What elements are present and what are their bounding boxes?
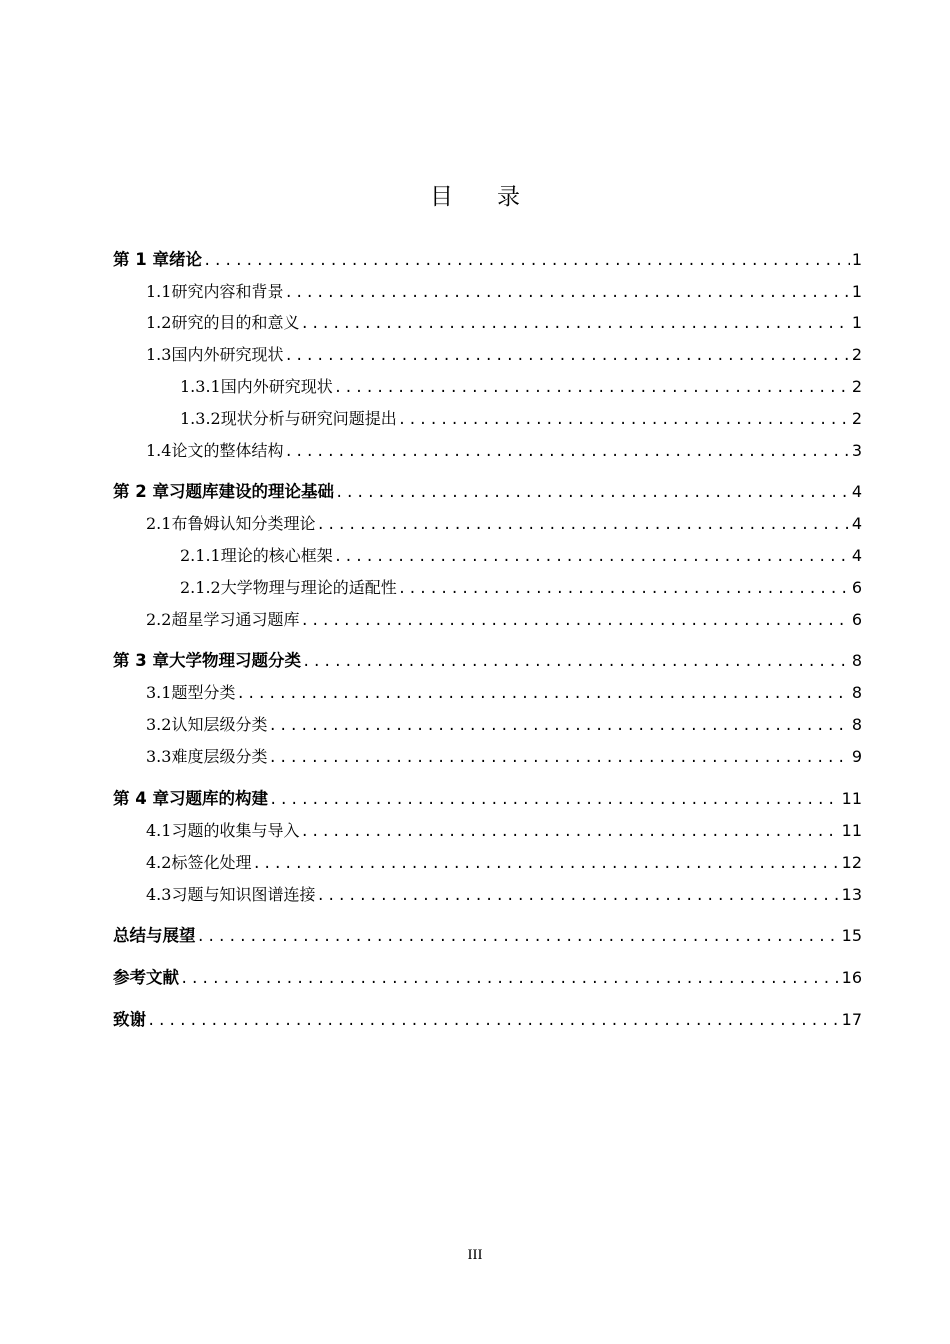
toc-title-char-2: 录 [497,184,520,210]
toc-entry[interactable] [146,280,862,304]
toc-entry[interactable] [146,608,862,632]
dot-leader [316,884,839,908]
toc-entry[interactable] [146,512,862,536]
toc-entry[interactable] [180,375,862,399]
dot-leader [398,577,850,601]
toc-entry-number: 3.1 [146,683,172,702]
toc-entry-page: 17 [841,1010,862,1029]
toc-entry-number: 3.3 [146,747,172,766]
toc-entry-page: 9 [851,747,862,766]
toc-entry[interactable] [146,883,862,907]
toc-entry-number: 2.1 [146,514,172,533]
dot-leader [398,408,850,432]
toc-entry[interactable] [180,407,862,431]
toc-entry-number: 4.2 [146,853,172,872]
toc-entry-label: 论文的整体结构 [171,441,284,460]
toc-entry-number: 1.3.1 [180,377,221,396]
dot-leader [335,481,850,505]
page-number-footer: III [467,1247,483,1263]
toc-entry-label: 超星学习通习题库 [171,610,300,629]
toc-entry[interactable] [113,480,862,504]
toc-entry-page: 1 [851,250,862,269]
toc-entry-label: 研究内容和背景 [171,282,284,301]
toc-entry[interactable] [113,649,862,673]
dot-leader [284,440,849,464]
dot-leader [269,788,840,812]
toc-entry-label: 国内外研究现状 [171,345,284,364]
toc-entry-label: 总结与展望 [113,926,196,945]
dot-leader [197,925,840,949]
dot-leader [236,682,849,706]
toc-entry-label: 参考文献 [113,968,179,987]
toc-entry-page: 2 [851,409,862,428]
toc-entry-label: 标签化处理 [171,853,252,872]
toc-entry-page: 2 [851,345,862,364]
toc-entry-label: 现状分析与研究问题提出 [220,409,397,428]
toc-entry-page: 8 [851,651,862,670]
toc-entry-page: 8 [851,715,862,734]
toc-entry-number: 第 2 章 [113,482,169,501]
toc-entry-label: 理论的核心框架 [220,546,333,565]
toc-entry-label: 习题库的构建 [168,789,268,808]
toc-entry[interactable] [146,819,862,843]
toc-entry-number: 2.2 [146,610,172,629]
toc-entry-number: 4.1 [146,821,172,840]
toc-entry-label: 习题的收集与导入 [171,821,300,840]
toc-entry[interactable] [146,713,862,737]
dot-leader [268,746,849,770]
toc-entry[interactable] [180,576,862,600]
toc-entry[interactable] [146,311,862,335]
toc-entry[interactable] [146,745,862,769]
toc-entry-page: 16 [841,968,862,987]
toc-entry[interactable] [146,439,862,463]
toc-title-char-1: 目 [430,184,453,210]
toc-title [0,178,950,211]
toc-entry-number: 4.3 [146,885,172,904]
toc-entry-label: 致谢 [113,1010,146,1029]
dot-leader [203,249,850,273]
toc-entry-page: 6 [851,610,862,629]
dot-leader [284,344,849,368]
dot-leader [334,545,850,569]
toc-entry-label: 认知层级分类 [171,715,268,734]
toc-entry-label: 大学物理习题分类 [168,651,301,670]
toc-entry-page: 4 [851,546,862,565]
toc-entry[interactable] [146,681,862,705]
toc-entry-page: 1 [851,282,862,301]
toc-entry[interactable] [113,924,862,948]
toc-entry-page: 2 [851,377,862,396]
dot-leader [180,967,840,991]
toc-entry-label: 大学物理与理论的适配性 [220,578,397,597]
toc-entry-page: 4 [851,482,862,501]
toc-entry-number: 第 3 章 [113,651,169,670]
toc-entry-page: 3 [851,441,862,460]
toc-entry[interactable] [113,1008,862,1032]
toc-entry-label: 国内外研究现状 [220,377,333,396]
toc-entry-page: 12 [841,853,862,872]
toc-entry-number: 2.1.2 [180,578,221,597]
dot-leader [284,281,849,305]
toc-entry-number: 3.2 [146,715,172,734]
toc-entry-page: 6 [851,578,862,597]
dot-leader [147,1009,840,1033]
toc-entry[interactable] [113,248,862,272]
toc-entry-page: 1 [851,313,862,332]
toc-entry[interactable] [113,787,862,811]
toc-entry-page: 13 [841,885,862,904]
toc-entry-page: 11 [841,821,862,840]
toc-entry-number: 第 1 章 [113,250,169,269]
toc-entry-label: 布鲁姆认知分类理论 [171,514,316,533]
toc-entry[interactable] [113,966,862,990]
toc-entry-number: 1.2 [146,313,172,332]
toc-entry-label: 研究的目的和意义 [171,313,300,332]
dot-leader [316,513,849,537]
toc-entry-label: 习题库建设的理论基础 [168,482,334,501]
toc-entry-page: 15 [841,926,862,945]
dot-leader [268,714,849,738]
toc-entry-number: 1.3.2 [180,409,221,428]
toc-entry[interactable] [146,343,862,367]
dot-leader [302,650,850,674]
dot-leader [334,376,850,400]
toc-entry[interactable] [180,544,862,568]
toc-entry[interactable] [146,851,862,875]
toc-entry-page: 4 [851,514,862,533]
dot-leader [300,609,849,633]
toc-entry-number: 2.1.1 [180,546,221,565]
dot-leader [300,820,839,844]
toc-entry-label: 难度层级分类 [171,747,268,766]
dot-leader [300,312,849,336]
toc-entry-label: 题型分类 [171,683,236,702]
toc-entry-label: 习题与知识图谱连接 [171,885,316,904]
toc-entry-label: 绪论 [168,250,202,269]
toc-entry-page: 8 [851,683,862,702]
toc-entry-number: 第 4 章 [113,789,169,808]
toc-entry-number: 1.4 [146,441,172,460]
dot-leader [252,852,839,876]
toc-entry-page: 11 [841,789,862,808]
toc-entry-number: 1.3 [146,345,172,364]
toc-entry-number: 1.1 [146,282,172,301]
